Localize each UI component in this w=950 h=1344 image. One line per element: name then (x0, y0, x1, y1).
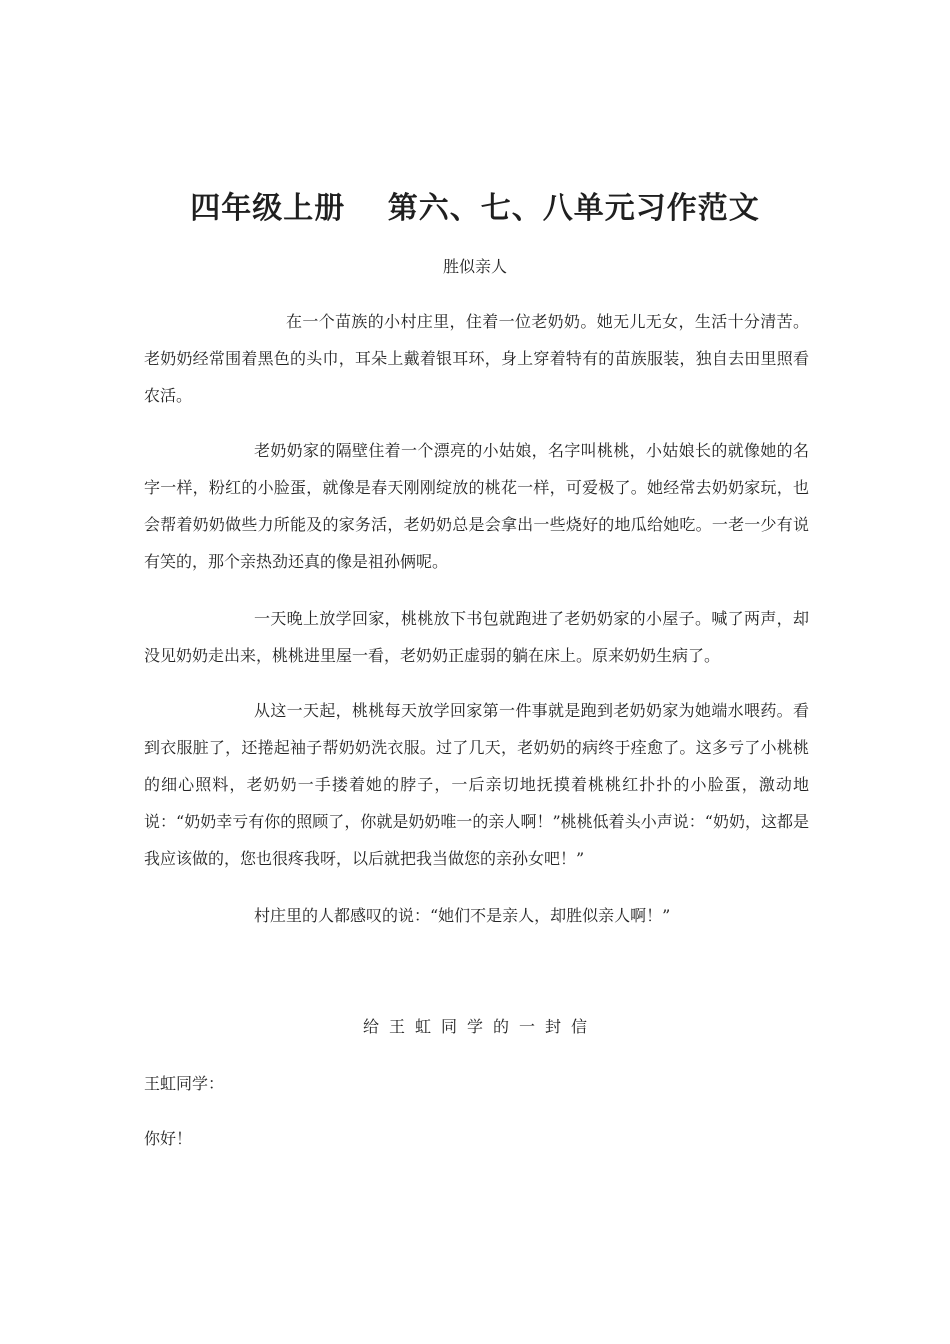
essay-paragraph-4: 从这一天起，桃桃每天放学回家第一件事就是跑到老奶奶家为她端水喂药。看到衣服脏了，还捲起袖子帮奶奶洗衣服。过了几天，老奶奶的病终于痊愈了。这多亏了小桃桃的细心照料，老奶奶一手搂着她的脖子，一后亲切地抚摸着桃桃红扑扑的小脸蛋，激动地说：“奶奶幸亏有你的照顾了，你就是奶奶唯一的亲人啊！”桃桃低着头小声说：“奶奶，这都是我应该做的，您也很疼我呀，以后就把我当做您的亲孙女吧！” (144, 701, 809, 868)
document-title: 四年级上册 第六、七、八单元习作范文 (190, 191, 760, 226)
essay-paragraph-2: 老奶奶家的隔壁住着一个漂亮的小姑娘，名字叫桃桃，小姑娘长的就像她的名字一样，粉红的小脸蛋，就像是春天刚刚绽放的桃花一样，可爱极了。她经常去奶奶家玩，也会帮着奶奶做些力所能及的家务活，老奶奶总是会拿出一些烧好的地瓜给她吃。一老一少有说有笑的，那个亲热劲还真的像是祖孙俩呢。 (144, 441, 809, 571)
essay-paragraph-3: 一天晚上放学回家，桃桃放下书包就跑进了老奶奶家的小屋子。喊了两声，却没见奶奶走出来，桃桃进里屋一看，老奶奶正虚弱的躺在床上。原来奶奶生病了。 (144, 609, 809, 665)
letter-salutation: 王虹同学： (144, 1074, 225, 1093)
essay-title: 胜似亲人 (442, 257, 507, 276)
letter-title: 给王虹同学的一封信 (362, 1017, 597, 1036)
letter-greeting: 你好！ (144, 1129, 193, 1148)
essay-paragraph-1: 在一个苗族的小村庄里，住着一位老奶奶。她无儿无女，生活十分清苦。老奶奶经常围着黑色的头巾，耳朵上戴着银耳环，身上穿着特有的苗族服装，独自去田里照看农活。 (144, 312, 809, 405)
essay-paragraph-5: 村庄里的人都感叹的说：“她们不是亲人，却胜似亲人啊！” (254, 906, 671, 925)
